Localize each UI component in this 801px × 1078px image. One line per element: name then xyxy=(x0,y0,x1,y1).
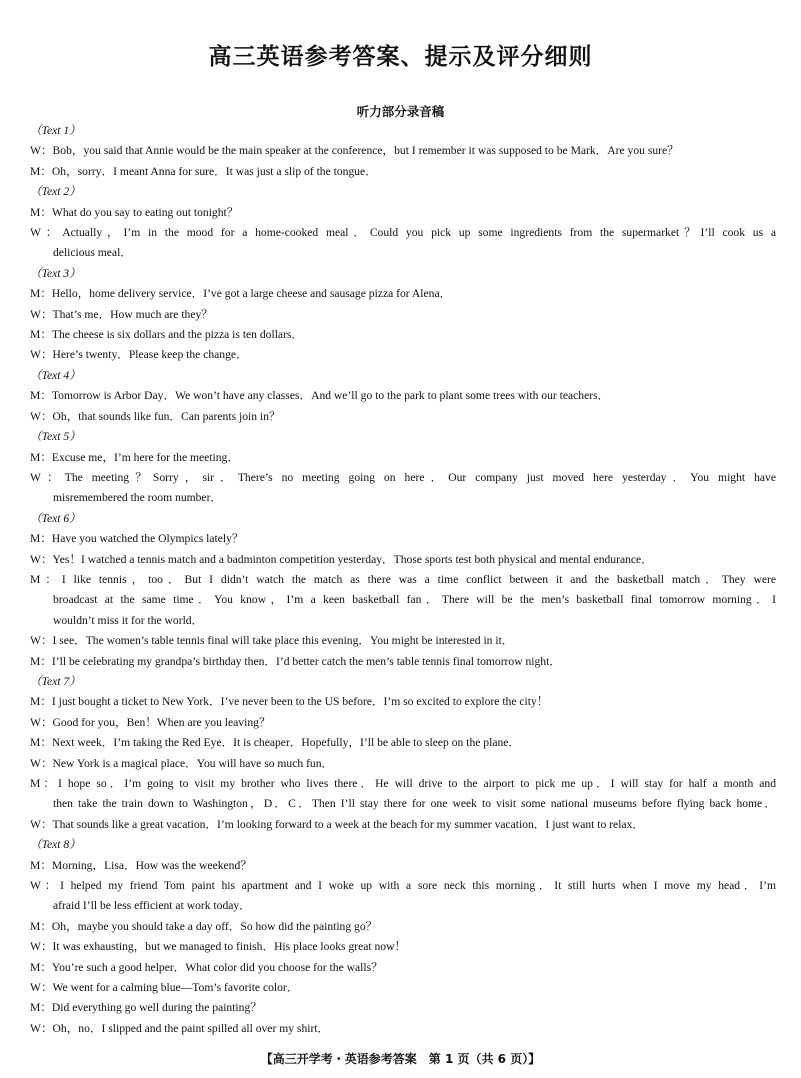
dialogue-line: M：I’ll be celebrating my grandpa’s birthday then．I’d better catch the men’s table tennis final tomorrow night． xyxy=(30,654,561,668)
section-subtitle: 听力部分录音稿 xyxy=(356,104,445,119)
dialogue-line: M：What do you say to eating out tonight？ xyxy=(30,205,239,219)
dialogue-line: M：Have you watched the Olympics lately？ xyxy=(30,532,244,546)
text-section-heading: （Text 7） xyxy=(30,674,81,688)
dialogue-line: W：I see．The women’s table tennis final will take place this evening．You might be interested in it． xyxy=(30,634,514,648)
dialogue-line: M：I just bought a ticket to New York．I’ve never been to the US before．I’m so excited to explore the city！ xyxy=(30,695,549,709)
text-section-heading: （Text 6） xyxy=(30,511,81,525)
dialogue-line: W：We went for a calming blue—Tom’s favorite color． xyxy=(30,981,299,995)
dialogue-line: W：New York is a magical place．You will have so much fun． xyxy=(30,756,334,770)
dialogue-line: W：Actually，I’m in the mood for a home-cooked meal．Could you pick up some ingredients from the supermarket？I’ll cook us a xyxy=(30,226,776,240)
dialogue-line: M：Hello，home delivery service．I’ve got a large cheese and sausage pizza for Alena． xyxy=(30,287,452,301)
dialogue-line-continuation: then take the train down to Washington，D．C．Then I’ll stay there for one week to visit some national museums before flying back home． xyxy=(53,797,776,811)
dialogue-line: W：Here’s twenty．Please keep the change． xyxy=(30,348,248,362)
page-title: 高三英语参考答案、提示及评分细则 xyxy=(208,43,593,70)
dialogue-line-continuation: misremembered the room number． xyxy=(53,491,223,505)
dialogue-line: W：Good for you，Ben！When are you leaving？ xyxy=(30,715,271,729)
page-footer: 【高三开学考・英语参考答案 第 1 页（共 6 页）】 xyxy=(260,1052,541,1066)
text-section-heading: （Text 2） xyxy=(30,185,81,199)
dialogue-line: W：That’s me．How much are they？ xyxy=(30,307,213,321)
dialogue-line: M：You’re such a good helper．What color did you choose for the walls？ xyxy=(30,960,383,974)
dialogue-line: W：Yes！I watched a tennis match and a badminton competition yesterday．Those sports test both physical and mental endurance． xyxy=(30,552,653,566)
dialogue-line: W：I helped my friend Tom paint his apartment and I woke up with a sore neck this morning．It still hurts when I move my head．I’m xyxy=(30,879,776,893)
dialogue-line: M：Excuse me，I’m here for the meeting． xyxy=(30,450,239,464)
dialogue-line: W：Oh，no．I slipped and the paint spilled all over my shirt． xyxy=(30,1021,330,1035)
text-section-heading: （Text 1） xyxy=(30,124,81,137)
dialogue-line: W：Bob，you said that Annie would be the main speaker at the conference，but I remember it was supposed to be Mark．Are you sure？ xyxy=(30,144,679,158)
dialogue-line: W：That sounds like a great vacation．I’m looking forward to a week at the beach for my summer vacation．I just want to relax． xyxy=(30,817,644,831)
dialogue-line: W：The meeting？Sorry，sir．There’s no meeting going on here．Our company just moved here yesterday．You might have xyxy=(30,470,776,484)
dialogue-line: M：Next week．I’m taking the Red Eye．It is cheaper．Hopefully，I’ll be able to sleep on the plane． xyxy=(30,736,521,750)
dialogue-line: M：I like tennis，too．But I didn’t watch the match as there was a time conflict between it and the basketball match．They were xyxy=(30,572,776,586)
dialogue-line: M：Oh，sorry．I meant Anna for sure．It was just a slip of the tongue． xyxy=(30,164,377,178)
dialogue-line: M：The cheese is six dollars and the pizza is ten dollars． xyxy=(30,328,304,342)
dialogue-line: W：It was exhausting，but we managed to finish．His place looks great now！ xyxy=(30,940,407,954)
dialogue-line-continuation: afraid I’ll be less efficient at work today． xyxy=(53,899,251,913)
dialogue-line: M：Tomorrow is Arbor Day．We won’t have any classes．And we’ll go to the park to plant some trees with our teachers． xyxy=(30,389,610,403)
dialogue-line: W：Oh，that sounds like fun．Can parents join in？ xyxy=(30,409,281,423)
dialogue-line-continuation: delicious meal． xyxy=(53,246,132,260)
text-section-heading: （Text 8） xyxy=(30,838,81,852)
dialogue-line: M：Oh，maybe you should take a day off．So how did the painting go？ xyxy=(30,919,378,933)
dialogue-line: M：Did everything go well during the painting？ xyxy=(30,1001,262,1015)
dialogue-line-continuation: wouldn’t miss it for the world． xyxy=(53,613,204,627)
text-section-heading: （Text 5） xyxy=(30,430,81,444)
transcript-body xyxy=(30,121,776,1039)
dialogue-line: M：I hope so．I’m going to visit my brother who lives there．He will drive to the airport to pick me up．I will stay for half a month and xyxy=(30,777,776,790)
text-section-heading: （Text 4） xyxy=(30,368,81,382)
dialogue-line: M：Morning，Lisa．How was the weekend？ xyxy=(30,858,252,872)
text-section-heading: （Text 3） xyxy=(30,266,81,280)
dialogue-line-continuation: broadcast at the same time．You know，I’m a keen basketball fan．There will be the men’s basketball final tomorrow morning．I xyxy=(53,593,776,607)
